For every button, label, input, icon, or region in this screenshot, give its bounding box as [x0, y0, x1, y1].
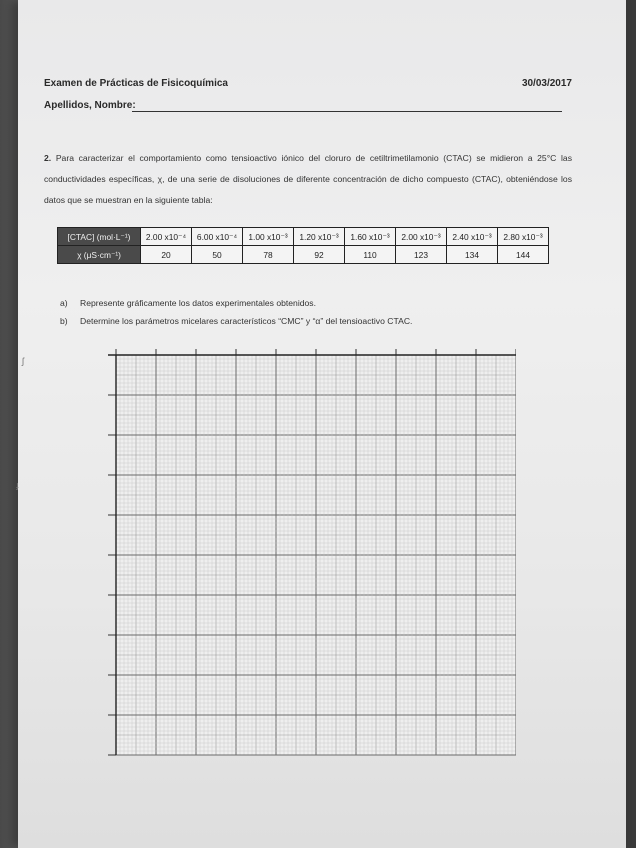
table-cell: 2.00 x10⁻³	[396, 228, 447, 246]
table-cell: 144	[498, 246, 549, 264]
table-row-concentration	[58, 228, 549, 246]
problem-statement	[44, 148, 572, 211]
name-label: Apellidos, Nombre:	[44, 100, 136, 111]
table-cell: 20	[141, 246, 192, 264]
exam-title: Examen de Prácticas de Fisicoquímica	[44, 78, 228, 89]
exam-date: 30/03/2017	[521, 78, 572, 89]
table-cell: 1.60 x10⁻³	[345, 228, 396, 246]
table-cell: 2.80 x10⁻³	[498, 228, 549, 246]
table-cell: 134	[447, 246, 498, 264]
table-header-conductivity: χ (μS·cm⁻¹)	[58, 246, 141, 264]
question-label: a)	[60, 298, 68, 308]
table-row-conductivity	[58, 246, 549, 264]
question-b	[60, 316, 560, 334]
table-header-concentration: [CTAC] (mol·L⁻¹)	[58, 228, 141, 246]
table-cell: 2.00 x10⁻⁴	[141, 228, 192, 246]
question-list	[60, 298, 560, 334]
question-text: Represente gráficamente los datos experimentales obtenidos.	[80, 298, 316, 308]
question-label: b)	[60, 316, 68, 326]
table-cell: 110	[345, 246, 396, 264]
data-table	[57, 227, 549, 264]
table-cell: 50	[192, 246, 243, 264]
table-cell: 123	[396, 246, 447, 264]
margin-mark: ʃ	[22, 356, 24, 366]
question-a	[60, 298, 560, 316]
table-cell: 92	[294, 246, 345, 264]
table-cell: 6.00 x10⁻⁴	[192, 228, 243, 246]
table-cell: 2.40 x10⁻³	[447, 228, 498, 246]
table-cell: 78	[243, 246, 294, 264]
question-text: Determine los parámetros micelares característicos “CMC” y “α” del tensioactivo CTAC.	[80, 316, 413, 326]
margin-mark: ɟ	[16, 480, 19, 490]
table-cell: 1.20 x10⁻³	[294, 228, 345, 246]
name-blank-line[interactable]	[132, 111, 562, 112]
student-name-row	[44, 100, 562, 111]
problem-number: 2.	[44, 153, 52, 163]
graph-paper[interactable]	[96, 343, 516, 761]
problem-text: Para caracterizar el comportamiento como tensioactivo iónico del cloruro de cetiltrimetilamonio (CTAC) se midieron a 25°C las conductividades específicas, χ, de una serie de disoluciones de diferente concentración de dicho compuesto (CTAC), obteniéndose los datos que se muestran en la siguiente tabla:	[44, 153, 572, 205]
graph-paper-grid[interactable]	[96, 343, 516, 761]
table-cell: 1.00 x10⁻³	[243, 228, 294, 246]
